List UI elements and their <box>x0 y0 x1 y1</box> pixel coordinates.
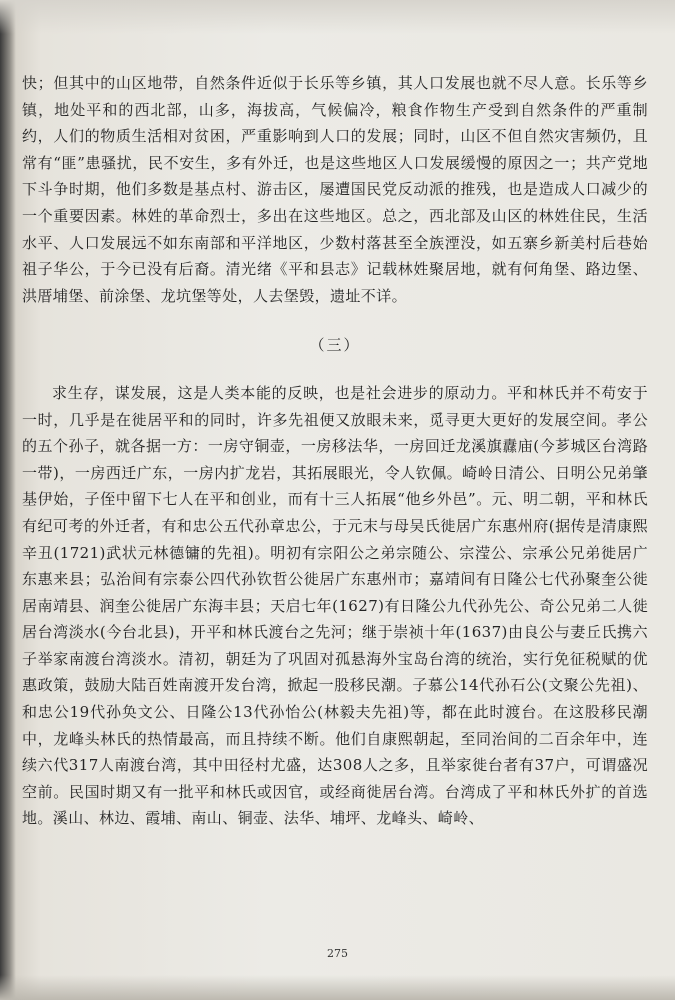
paragraph-2: 求生存，谋发展，这是人类本能的反映，也是社会进步的原动力。平和林氏并不苟安于一时，几乎是在徙居平和的同时，许多先祖便又放眼未来，觅寻更大更好的发展空间。孝公的五个孙子，就各据一方：一房守铜壶，一房移法华，一房回迁龙溪旗纛庙(今芗城区台湾路一带)，一房西迁广东，一房内扩龙岩，其拓展眼光，令人钦佩。崎岭日清公、日明公兄弟肇基伊始，子侄中留下七人在平和创业，而有十三人拓展“他乡外邑”。元、明二朝，平和林氏有纪可考的外迁者，有和忠公五代孙章忠公，于元末与母吴氏徙居广东惠州府(据传是清康熙辛丑(1721)武状元林德镛的先祖)。明初有宗阳公之弟宗随公、宗滢公、宗承公兄弟徙居广东惠来县；弘治间有宗泰公四代孙钦哲公徙居广东惠州市；嘉靖间有日隆公七代孙聚奎公徙居南靖县、润奎公徙居广东海丰县；天启七年(1627)有日隆公九代孙先公、奇公兄弟二人徙居台湾淡水(今台北县)，开平和林氏渡台之先河；继于崇祯十年(1637)由良公与妻丘氏携六子举家南渡台湾淡水。清初，朝廷为了巩固对孤悬海外宝岛台湾的统治，实行免征税赋的优惠政策，鼓励大陆百姓南渡开发台湾，掀起一股移民潮。子慕公14代孙石公(文聚公先祖)、和忠公19代孙奂文公、日隆公13代孙怡公(林毅夫先祖)等，都在此时渡台。在这股移民潮中，龙峰头林氏的热情最高，而且持续不断。他们自康熙朝起，至同治间的二百余年中，连续六代317人南渡台湾，其中田径村尤盛，达308人之多，且举家徙台者有37户，可谓盛况空前。民国时期又有一批平和林氏或因官，或经商徙居台湾。台湾成了平和林氏外扩的首选地。溪山、林边、霞埔、南山、铜壶、法华、埔坪、龙峰头、崎岭、 <box>22 383 648 828</box>
paragraph-1: 快；但其中的山区地带，自然条件近似于长乐等乡镇，其人口发展也就不尽人意。长乐等乡镇，地处平和的西北部，山多，海拔高，气候偏冷，粮食作物生产受到自然条件的严重制约，人们的物质生活相对贫困，严重影响到人口的发展；同时，山区不但自然灾害频仍，且常有“匪”患骚扰，民不安生，多有外迁，也是这些地区人口发展缓慢的原因之一；共产党地下斗争时期，他们多数是基点村、游击区，屡遭国民党反动派的推残，也是造成人口减少的一个重要因素。林姓的革命烈士，多出在这些地区。总之，西北部及山区的林姓住民，生活水平、人口发展远不如东南部和平洋地区，少数村落甚至全族湮没，如五寨乡新美村后巷始祖子华公，于今已没有后裔。清光绪《平和县志》记载林姓聚居地，就有何角堡、路边堡、洪厝埔堡、前涂堡、龙坑堡等处，人去堡毁，遗址不详。 <box>22 74 648 305</box>
page-number: 275 <box>327 947 348 960</box>
page-top-shading <box>0 0 675 34</box>
body-text <box>22 70 648 832</box>
page-bottom-shading <box>0 975 675 1000</box>
book-gutter-shadow <box>0 0 16 1000</box>
section-heading: （三） <box>309 336 361 355</box>
